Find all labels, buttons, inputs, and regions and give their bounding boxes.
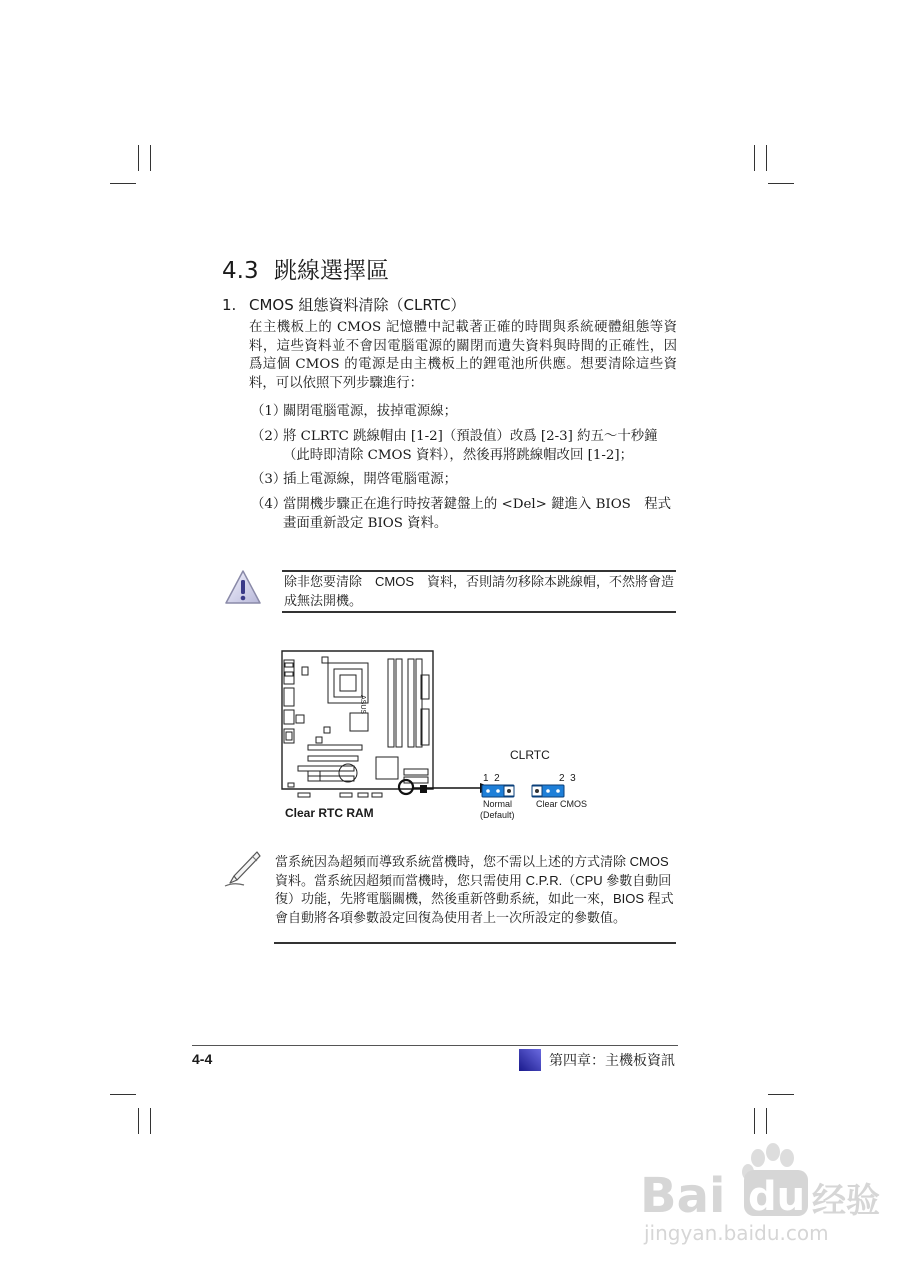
pin-label-right: 2 3 xyxy=(559,773,576,784)
crop-mark xyxy=(766,1108,767,1134)
section-title: 跳線選擇區 xyxy=(274,258,389,284)
page-number: 4-4 xyxy=(192,1051,213,1067)
pin-label-left: 1 2 xyxy=(483,773,500,784)
note-bottom-rule xyxy=(274,942,676,944)
subsection-heading xyxy=(222,294,465,315)
section-heading xyxy=(222,252,389,285)
default-label: (Default) xyxy=(480,810,515,820)
baidu-watermark xyxy=(640,1140,880,1250)
crop-mark xyxy=(138,145,139,171)
chapter-title: 第四章：主機板資訊 xyxy=(549,1053,675,1069)
step-item xyxy=(251,496,679,533)
footer-rule xyxy=(192,1045,678,1046)
step-number: （4） xyxy=(251,497,287,512)
clear-cmos-label: Clear CMOS xyxy=(536,799,588,809)
section-number: 4.3 xyxy=(222,258,259,284)
jumper-name: CLRTC xyxy=(510,748,550,762)
intro-paragraph: 在主機板上的 CMOS 記憶體中記載著正確的時間與系統硬體組態等資料，這些資料並不會因電腦電源的關閉而遺失資料與時間的正確性，因爲這個 CMOS 的電源是由主機板上的鋰電池所供應。想要清除這些資料，可以依照下列步驟進行： xyxy=(249,320,677,391)
chapter-marker-icon xyxy=(519,1049,541,1071)
warning-icon xyxy=(223,568,263,608)
motherboard-diagram xyxy=(268,645,598,825)
step-item xyxy=(251,471,679,490)
subsection-number: 1. xyxy=(222,296,237,314)
step-number: （1） xyxy=(251,404,287,419)
step-text: 關閉電腦電源，拔掉電源線； xyxy=(283,404,458,419)
subsection-title: CMOS 組態資料清除（CLRTC） xyxy=(249,296,466,314)
step-item xyxy=(251,428,679,465)
svg-text:jingyan.baidu.com: jingyan.baidu.com xyxy=(644,1221,829,1245)
note-text: 當系統因為超頻而導致系統當機時，您不需以上述的方式清除 CMOS 資料。當系統因超頻而當機時，您只需使用 C.P.R.（CPU 參數自動回復）功能，先將電腦關機，然後重新啓動系統，如此一來，BIOS 程式會自動將各項參數設定回復為使用者上一次所設定的參數值。 xyxy=(275,854,674,925)
pen-note-icon xyxy=(222,848,262,888)
crop-mark xyxy=(768,183,794,184)
crop-mark xyxy=(766,145,767,171)
warning-top-rule xyxy=(282,570,676,572)
svg-text:经验: 经验 xyxy=(812,1181,880,1221)
crop-mark xyxy=(110,183,136,184)
crop-mark xyxy=(754,1108,755,1134)
crop-mark xyxy=(150,1108,151,1134)
crop-mark xyxy=(768,1094,794,1095)
normal-label: Normal xyxy=(483,799,513,809)
step-number: （3） xyxy=(251,472,287,487)
warning-text: 除非您要清除 CMOS 資料，否則請勿移除本跳線帽，不然將會造成無法開機。 xyxy=(284,574,675,608)
crop-mark xyxy=(150,145,151,171)
warning-bottom-rule xyxy=(282,611,676,613)
svg-text:du: du xyxy=(748,1174,806,1220)
step-number: （2） xyxy=(251,429,287,444)
svg-text:ASUS: ASUS xyxy=(359,695,366,715)
step-item xyxy=(251,403,679,422)
crop-mark xyxy=(110,1094,136,1095)
step-text: 插上電源線，開啓電腦電源； xyxy=(283,472,458,487)
step-text: 當開機步驟正在進行時按著鍵盤上的 <Del> 鍵進入 BIOS 程式畫面重新設定 BIOS 資料。 xyxy=(283,497,672,531)
diagram-caption: Clear RTC RAM xyxy=(285,806,374,820)
crop-mark xyxy=(138,1108,139,1134)
crop-mark xyxy=(754,145,755,171)
svg-text:Bai: Bai xyxy=(640,1168,726,1224)
step-text: 將 CLRTC 跳線帽由 [1-2]（預設值）改爲 [2-3] 約五～十秒鐘（此時即清除 CMOS 資料），然後再將跳線帽改回 [1-2]； xyxy=(283,429,658,463)
